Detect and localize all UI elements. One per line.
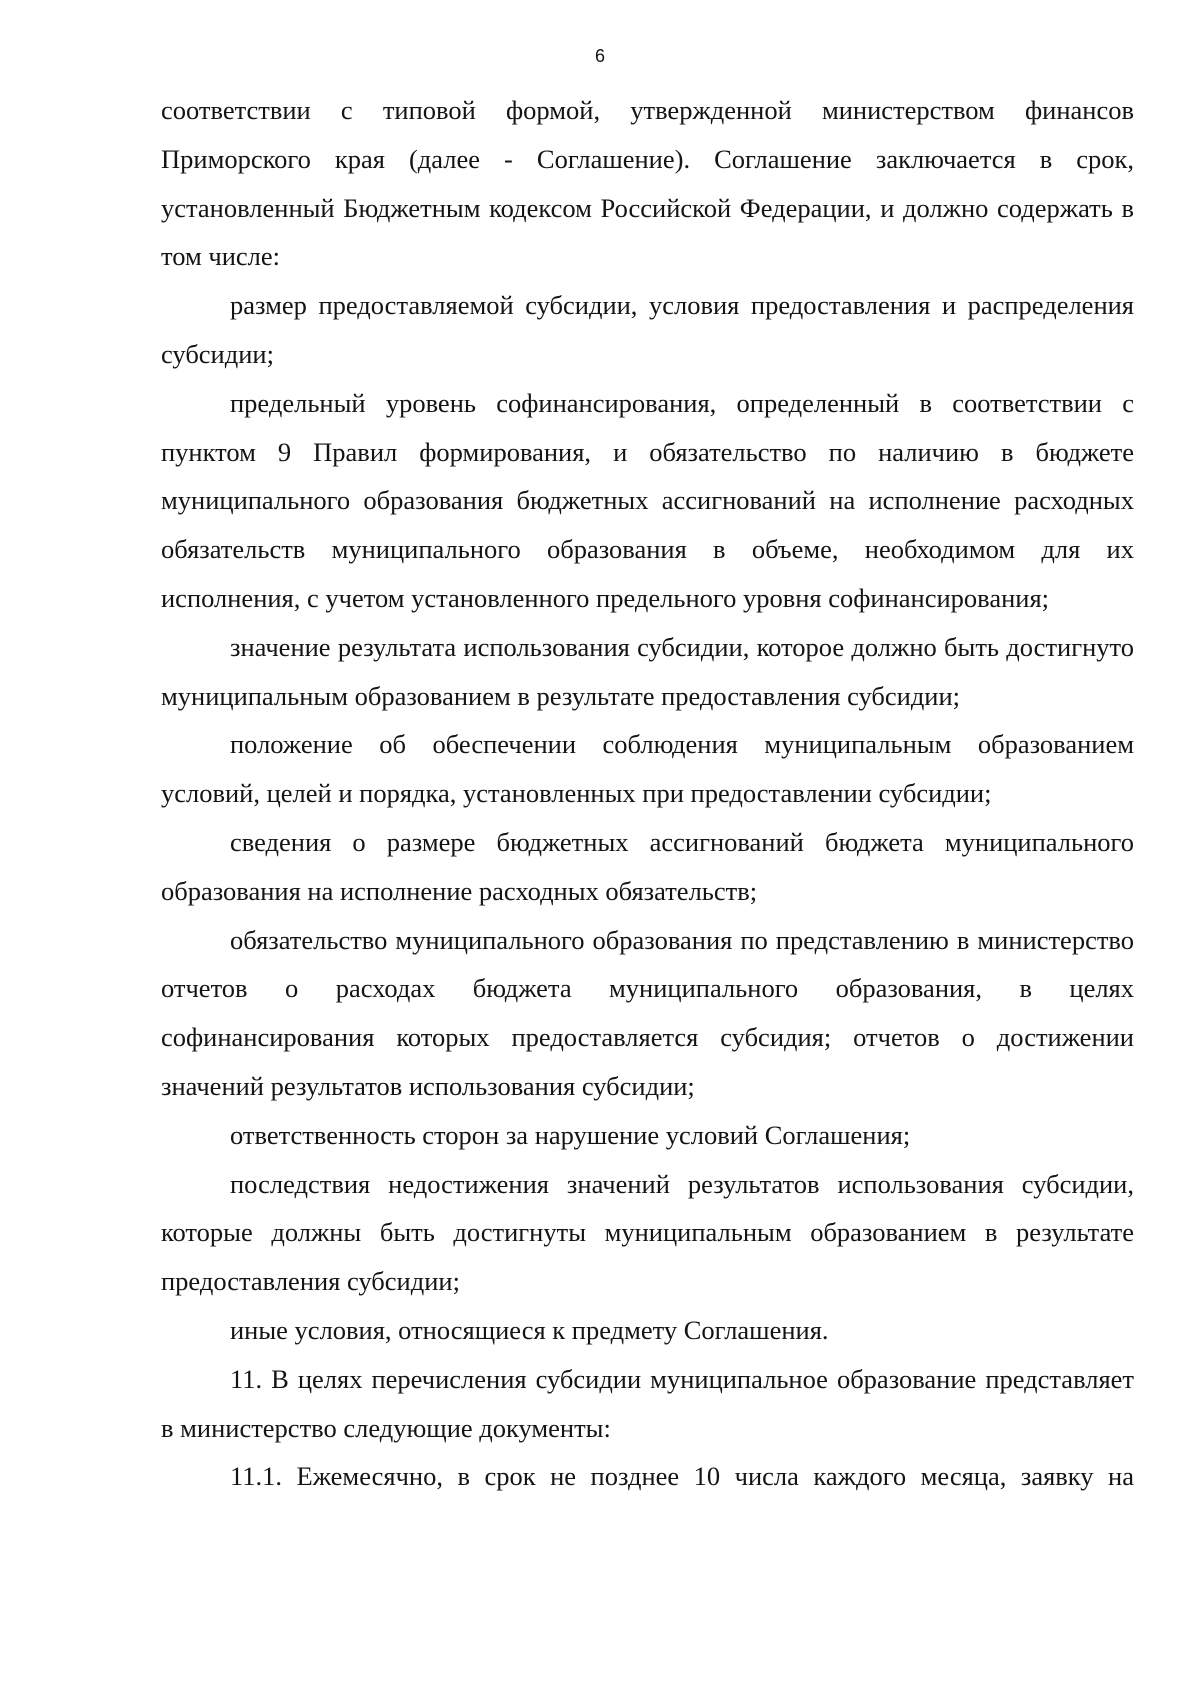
paragraph-continuation: соответствии с типовой формой, утвержденной министерством финансов Приморского края (далее - Соглашение). Соглашение заключается в срок, установленный Бюджетным кодексом Российской Федерации, и должно содержать в том числе: [161,95,1134,272]
paragraph-responsibility: ответственность сторон за нарушение условий Соглашения; [230,1119,911,1150]
document-body [161,86,1134,1501]
paragraph-other-conditions: иные условия, относящиеся к предмету Соглашения. [230,1314,829,1345]
paragraph-result-value: значение результата использования субсидии, которое должно быть достигнуто муниципальным образованием в результате предоставления субсидии; [161,631,1134,711]
paragraph-cofinancing-level: предельный уровень софинансирования, определенный в соответствии с пунктом 9 Правил формирования, и обязательство по наличию в бюджете муниципального образования бюджетных ассигнований на исполнение расходных обязательств муниципального образования в объеме, необходимом для их исполнения, с учетом установленного предельного уровня софинансирования; [161,387,1134,613]
paragraph-reporting-obligation: обязательство муниципального образования по представлению в министерство отчетов о расходах бюджета муниципального образования, в целях софинансирования которых предоставляется субсидия; отчетов о достижении значений результатов использования субсидии; [161,924,1134,1101]
paragraph-budget-allocations: сведения о размере бюджетных ассигнований бюджета муниципального образования на исполнение расходных обязательств; [161,826,1134,906]
paragraph-clause-11-1: 11.1. Ежемесячно, в срок не позднее 10 числа каждого месяца, заявку на [230,1461,1134,1492]
page-number: 6 [594,46,605,66]
paragraph-clause-11: 11. В целях перечисления субсидии муниципальное образование представляет в министерство следующие документы: [161,1363,1134,1443]
paragraph-compliance: положение об обеспечении соблюдения муниципальным образованием условий, целей и порядка, установленных при предоставлении субсидии; [161,729,1134,809]
paragraph-consequences: последствия недостижения значений результатов использования субсидии, которые должны быть достигнуты муниципальным образованием в результате предоставления субсидии; [161,1168,1134,1297]
paragraph-subsidy-size: размер предоставляемой субсидии, условия предоставления и распределения субсидии; [161,290,1134,369]
